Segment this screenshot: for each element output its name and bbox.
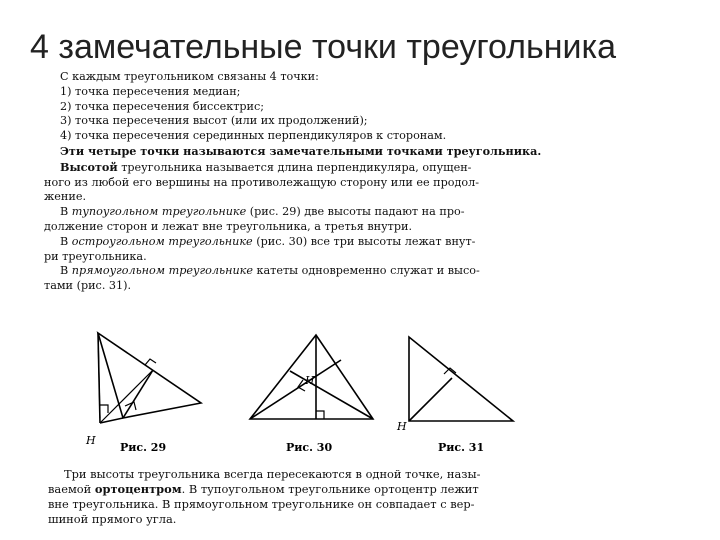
label-H-30: H (305, 374, 315, 387)
triangle-31 (409, 337, 513, 421)
altitude-29 (123, 370, 153, 418)
text-line: 1) точка пересечения медиан; (60, 84, 241, 98)
text-line: должение сторон и лежат вне треугольника, а третья внутри. (44, 219, 413, 233)
figure-29-obtuse-triangle (98, 333, 201, 423)
text-line: 4) точка пересечения серединных перпендикуляров к сторонам. (60, 129, 447, 143)
text-fragment: В (60, 205, 72, 219)
text-line (44, 160, 564, 176)
main-text (44, 70, 564, 294)
text-line (48, 482, 538, 497)
slide-title: 4 замечательные точки треугольника (30, 28, 617, 66)
text-line: шиной прямого угла. (48, 512, 177, 526)
right-angle-mark (145, 359, 156, 365)
text-fragment: катеты одновременно служат и высо- (252, 264, 480, 278)
term-right: прямоугольном треугольнике (71, 264, 253, 278)
text-fragment: (рис. 29) две высоты падают на про- (246, 205, 465, 219)
caption-fig-31: Рис. 31 (438, 441, 485, 454)
term-height: Высотой (60, 159, 118, 174)
text-line (44, 264, 564, 279)
label-H-31: H (397, 420, 407, 433)
text-line (44, 235, 564, 250)
label-H-29: H (86, 434, 96, 447)
text-line: ри треугольника. (44, 249, 147, 263)
term-acute: остроугольном треугольнике (71, 234, 253, 248)
text-fragment: В (60, 264, 72, 278)
text-line: 2) точка пересечения биссектрис; (60, 99, 265, 113)
term-orthocenter: ортоцентром (94, 482, 182, 496)
text-fragment: . В тупоугольном треугольнике ортоцентр лежит (181, 482, 479, 496)
term-obtuse: тупоугольном треугольнике (71, 205, 247, 219)
text-fragment: В (60, 234, 72, 248)
right-angle-mark (100, 405, 108, 413)
text-fragment: ваемой (48, 482, 95, 496)
caption-fig-30: Рис. 30 (286, 441, 333, 454)
text-line: жение. (44, 190, 87, 204)
caption-fig-29: Рис. 29 (120, 441, 167, 454)
text-line: С каждым треугольником связаны 4 точки: (60, 70, 319, 83)
text-line (44, 144, 564, 160)
right-angle-mark (316, 411, 324, 419)
text-fragment: (рис. 30) все три высоты лежат внут- (252, 234, 476, 248)
text-line: вне треугольника. В прямоугольном треугольнике он совпадает с вер- (48, 497, 475, 511)
altitude-extension-29 (100, 370, 153, 423)
text-line (44, 205, 564, 220)
altitude-31 (409, 378, 452, 421)
text-line: тами (рис. 31). (44, 279, 132, 293)
bottom-text (48, 467, 538, 527)
figure-31-right-triangle (409, 337, 513, 421)
text-line: ного из любой его вершины на противолежащую сторону или ее продол- (44, 175, 480, 189)
altitude-30 (250, 360, 341, 419)
text-fragment: треугольника называется длина перпендикуляра, опущен- (117, 160, 472, 174)
triangle-figures (40, 320, 530, 460)
bold-text: Эти четыре точки называются замечательными точками треугольника. (60, 143, 542, 158)
altitude-30 (290, 371, 373, 419)
text-line: 3) точка пересечения высот (или их продолжений); (60, 114, 368, 128)
text-line: Три высоты треугольника всегда пересекаются в одной точке, назы- (64, 467, 481, 481)
